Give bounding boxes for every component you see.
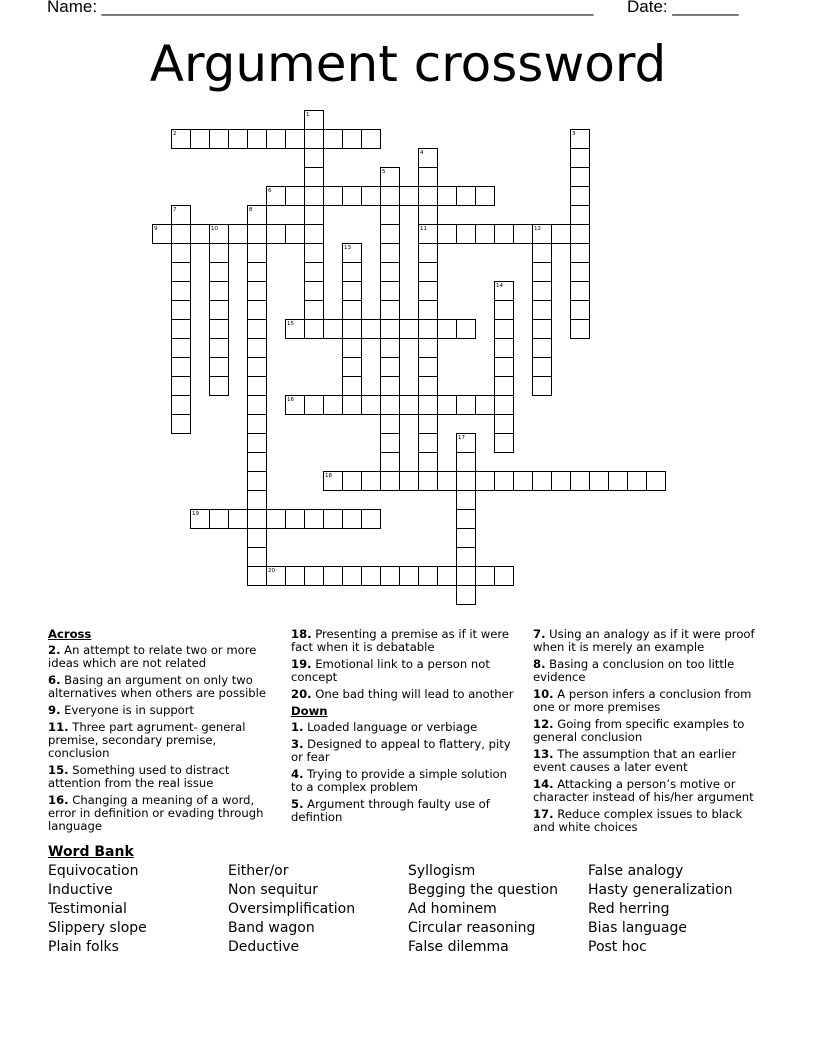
word-bank-item: Begging the question	[408, 882, 559, 898]
crossword-cell[interactable]	[171, 357, 191, 377]
crossword-cell[interactable]	[228, 224, 248, 244]
crossword-cell[interactable]	[437, 471, 457, 491]
crossword-cell[interactable]	[342, 243, 362, 263]
word-bank-item: Syllogism	[408, 863, 476, 879]
crossword-cell[interactable]	[361, 319, 381, 339]
across-clue-6: 6. Basing an argument on only two alternatives when others are possible	[48, 673, 267, 700]
crossword-cell[interactable]	[570, 186, 590, 206]
crossword-cell[interactable]	[570, 281, 590, 301]
crossword-cell[interactable]	[342, 376, 362, 396]
crossword-cell[interactable]	[304, 110, 324, 130]
crossword-cell[interactable]	[247, 376, 267, 396]
across-clue-18: 18. Presenting a premise as if it were fact when it is debatable	[291, 627, 510, 654]
crossword-cell[interactable]	[380, 414, 400, 434]
crossword-cell[interactable]	[589, 471, 609, 491]
crossword-cell[interactable]	[228, 509, 248, 529]
down-clue-13: 13. The assumption that an earlier event causes a later event	[533, 747, 737, 774]
clue-number: 14	[496, 283, 503, 289]
crossword-cell[interactable]	[456, 433, 476, 453]
page-title: Argument crossword	[149, 35, 667, 93]
crossword-cell[interactable]	[475, 471, 495, 491]
crossword-cell[interactable]	[342, 471, 362, 491]
crossword-cell[interactable]	[532, 224, 552, 244]
clue-number: 11	[420, 226, 427, 232]
crossword-cell[interactable]	[380, 186, 400, 206]
crossword-cell[interactable]	[532, 262, 552, 282]
crossword-cell[interactable]	[209, 243, 229, 263]
crossword-cell[interactable]	[247, 509, 267, 529]
crossword-cell[interactable]	[380, 243, 400, 263]
crossword-cell[interactable]	[304, 509, 324, 529]
crossword-cell[interactable]	[494, 566, 514, 586]
across-clue-16: 16. Changing a meaning of a word, error in definition or evading through language	[48, 793, 264, 833]
clue-number: 9	[154, 226, 158, 232]
down-clue-17: 17. Reduce complex issues to black and white choices	[533, 807, 743, 834]
crossword-cell[interactable]	[380, 452, 400, 472]
crossword-cell[interactable]	[437, 566, 457, 586]
crossword-cell[interactable]	[418, 376, 438, 396]
crossword-cell[interactable]	[494, 281, 514, 301]
word-bank-item: Slippery slope	[48, 920, 147, 936]
word-bank	[48, 844, 788, 957]
word-bank-item: Red herring	[588, 901, 670, 917]
crossword-cell[interactable]	[247, 433, 267, 453]
crossword-cell[interactable]	[171, 414, 191, 434]
crossword-cell[interactable]	[418, 205, 438, 225]
across-clue-9: 9. Everyone is in support	[48, 703, 195, 717]
crossword-cell[interactable]	[494, 433, 514, 453]
crossword-cell[interactable]	[247, 414, 267, 434]
crossword-cell[interactable]	[323, 129, 343, 149]
crossword-cell[interactable]	[171, 262, 191, 282]
crossword-cell[interactable]	[342, 357, 362, 377]
crossword-cell[interactable]	[570, 471, 590, 491]
crossword-cell[interactable]	[475, 186, 495, 206]
crossword-cell[interactable]	[418, 452, 438, 472]
clue-number: 19	[192, 511, 199, 517]
crossword-cell[interactable]	[285, 319, 305, 339]
crossword-cell[interactable]	[418, 167, 438, 187]
crossword-cell[interactable]	[304, 566, 324, 586]
crossword-cell[interactable]	[285, 509, 305, 529]
crossword-cell[interactable]	[494, 414, 514, 434]
word-bank-item: Post hoc	[588, 939, 647, 955]
crossword-cell[interactable]	[361, 186, 381, 206]
clue-number: 3	[572, 131, 576, 137]
crossword-cell[interactable]	[494, 471, 514, 491]
crossword-cell[interactable]	[418, 319, 438, 339]
crossword-cell[interactable]	[380, 319, 400, 339]
crossword-cell[interactable]	[646, 471, 666, 491]
crossword-cell[interactable]	[190, 129, 210, 149]
down-clue-8: 8. Basing a conclusion on too little evidence	[533, 657, 735, 684]
clue-number: 10	[211, 226, 218, 232]
word-bank-item: Equivocation	[48, 863, 139, 879]
crossword-cell[interactable]	[399, 186, 419, 206]
crossword-cell[interactable]	[380, 205, 400, 225]
crossword-cell[interactable]	[437, 224, 457, 244]
crossword-cell[interactable]	[532, 319, 552, 339]
word-bank-item: Oversimplification	[228, 901, 356, 917]
crossword-cell[interactable]	[570, 300, 590, 320]
crossword-cell[interactable]	[494, 376, 514, 396]
clue-number: 5	[382, 169, 386, 175]
crossword-cell[interactable]	[190, 224, 210, 244]
crossword-cell[interactable]	[171, 205, 191, 225]
crossword-cell[interactable]	[209, 224, 229, 244]
down-heading: Down	[291, 704, 328, 718]
crossword-cell[interactable]	[456, 395, 476, 415]
crossword-cell[interactable]	[323, 319, 343, 339]
crossword-cell[interactable]	[247, 243, 267, 263]
crossword-cell[interactable]	[380, 395, 400, 415]
crossword-cell[interactable]	[399, 395, 419, 415]
crossword-cell[interactable]	[285, 224, 305, 244]
crossword-cell[interactable]	[171, 300, 191, 320]
crossword-cell[interactable]	[342, 186, 362, 206]
crossword-cell[interactable]	[418, 395, 438, 415]
crossword-cell[interactable]	[418, 243, 438, 263]
crossword-cell[interactable]	[171, 338, 191, 358]
crossword-cell[interactable]	[418, 148, 438, 168]
crossword-cell[interactable]	[171, 243, 191, 263]
crossword-cell[interactable]	[266, 186, 286, 206]
clue-number: 12	[534, 226, 541, 232]
clue-number: 4	[420, 150, 424, 156]
crossword-cell[interactable]	[228, 129, 248, 149]
crossword-cell[interactable]	[285, 129, 305, 149]
crossword-cell[interactable]	[304, 395, 324, 415]
crossword-cell[interactable]	[247, 205, 267, 225]
clue-number: 15	[287, 321, 294, 327]
down-clue-4: 4. Trying to provide a simple solution to a complex problem	[291, 767, 507, 794]
crossword-cell[interactable]	[570, 319, 590, 339]
crossword-cell[interactable]	[418, 566, 438, 586]
word-bank-item: Non sequitur	[228, 882, 319, 898]
crossword-cell[interactable]	[247, 566, 267, 586]
crossword-cell[interactable]	[342, 300, 362, 320]
across-clue-20: 20. One bad thing will lead to another	[291, 687, 514, 701]
crossword-cell[interactable]	[532, 281, 552, 301]
down-clue-10: 10. A person infers a conclusion from one or more premises	[533, 687, 752, 714]
crossword-cell[interactable]	[418, 281, 438, 301]
crossword-cell[interactable]	[285, 566, 305, 586]
crossword-cell[interactable]	[494, 300, 514, 320]
word-bank-item: Inductive	[48, 882, 113, 898]
crossword-cell[interactable]	[456, 186, 476, 206]
date-field[interactable]: Date: _______	[627, 0, 739, 16]
word-bank-item: Hasty generalization	[588, 882, 733, 898]
crossword-cell[interactable]	[380, 357, 400, 377]
crossword-cell[interactable]	[418, 471, 438, 491]
crossword-cell[interactable]	[380, 471, 400, 491]
crossword-cell[interactable]	[247, 471, 267, 491]
down-clue-5: 5. Argument through faulty use of defintion	[291, 797, 490, 824]
crossword-cell[interactable]	[209, 376, 229, 396]
crossword-cell[interactable]	[570, 224, 590, 244]
crossword-cell[interactable]	[247, 319, 267, 339]
crossword-cell[interactable]	[247, 338, 267, 358]
crossword-cell[interactable]	[532, 471, 552, 491]
crossword-cell[interactable]	[247, 129, 267, 149]
crossword-cell[interactable]	[380, 281, 400, 301]
crossword-cell[interactable]	[247, 547, 267, 567]
crossword-cell[interactable]	[171, 395, 191, 415]
crossword-cell[interactable]	[342, 262, 362, 282]
crossword-cell[interactable]	[532, 300, 552, 320]
clue-number: 13	[344, 245, 351, 251]
crossword-cell[interactable]	[608, 471, 628, 491]
crossword-cell[interactable]	[323, 471, 343, 491]
clue-number: 1	[306, 112, 310, 118]
crossword-cell[interactable]	[570, 205, 590, 225]
crossword-cell[interactable]	[190, 509, 210, 529]
across-clue-19: 19. Emotional link to a person not concept	[291, 657, 490, 684]
crossword-cell[interactable]	[342, 566, 362, 586]
crossword-cell[interactable]	[513, 224, 533, 244]
crossword-cell[interactable]	[171, 224, 191, 244]
crossword-cell[interactable]	[494, 224, 514, 244]
crossword-cell[interactable]	[551, 471, 571, 491]
crossword-cell[interactable]	[399, 566, 419, 586]
crossword-cell[interactable]	[304, 281, 324, 301]
crossword-cell[interactable]	[304, 243, 324, 263]
crossword-cell[interactable]	[570, 148, 590, 168]
crossword-cell[interactable]	[247, 357, 267, 377]
crossword-cell[interactable]	[380, 224, 400, 244]
clue-number: 20	[268, 568, 275, 574]
crossword-cell[interactable]	[342, 338, 362, 358]
crossword-cell[interactable]	[399, 319, 419, 339]
crossword-cell[interactable]	[456, 224, 476, 244]
crossword-cell[interactable]	[418, 433, 438, 453]
crossword-cell[interactable]	[209, 509, 229, 529]
crossword-cell[interactable]	[456, 471, 476, 491]
crossword-cell[interactable]	[304, 129, 324, 149]
crossword-cell[interactable]	[456, 490, 476, 510]
crossword-cell[interactable]	[304, 300, 324, 320]
crossword-cell[interactable]	[342, 281, 362, 301]
crossword-cell[interactable]	[437, 319, 457, 339]
crossword-cell[interactable]	[494, 357, 514, 377]
across-clue-15: 15. Something used to distract attention from the real issue	[48, 763, 230, 790]
word-bank-item: Band wagon	[228, 920, 315, 936]
down-clue-14: 14. Attacking a person’s motive or character instead of his/her argument	[533, 777, 754, 804]
crossword-cell[interactable]	[456, 509, 476, 529]
crossword-cell[interactable]	[171, 129, 191, 149]
crossword-cell[interactable]	[323, 395, 343, 415]
crossword-cell[interactable]	[209, 262, 229, 282]
crossword-cell[interactable]	[323, 566, 343, 586]
crossword-cell[interactable]	[323, 186, 343, 206]
crossword-cell[interactable]	[209, 319, 229, 339]
word-bank-item: Either/or	[228, 863, 289, 879]
crossword-cell[interactable]	[456, 319, 476, 339]
crossword-cell[interactable]	[342, 395, 362, 415]
crossword-cell[interactable]	[285, 395, 305, 415]
crossword-cell[interactable]	[380, 300, 400, 320]
crossword-cell[interactable]	[247, 281, 267, 301]
crossword-cell[interactable]	[171, 319, 191, 339]
crossword-cell[interactable]	[380, 167, 400, 187]
crossword-cell[interactable]	[494, 395, 514, 415]
word-bank-item: Plain folks	[48, 939, 119, 955]
word-bank-item: Deductive	[228, 939, 300, 955]
crossword-cell[interactable]	[247, 262, 267, 282]
word-bank-list	[48, 862, 788, 957]
crossword-cell[interactable]	[342, 129, 362, 149]
crossword-cell[interactable]	[418, 262, 438, 282]
crossword-cell[interactable]	[437, 186, 457, 206]
down-clue-3: 3. Designed to appeal to flattery, pity or fear	[291, 737, 511, 764]
down-clue-12: 12. Going from specific examples to general conclusion	[533, 717, 745, 744]
down-clue-7: 7. Using an analogy as if it were proof when it is merely an example	[533, 627, 755, 654]
crossword-cell[interactable]	[209, 281, 229, 301]
crossword-cell[interactable]	[304, 186, 324, 206]
crossword-cell[interactable]	[285, 186, 305, 206]
clues-column-1	[48, 628, 278, 837]
across-heading: Across	[48, 627, 92, 641]
crossword-cell[interactable]	[342, 509, 362, 529]
crossword-cell[interactable]	[380, 566, 400, 586]
crossword-cell[interactable]	[247, 528, 267, 548]
crossword-cell[interactable]	[380, 433, 400, 453]
crossword-cell[interactable]	[304, 224, 324, 244]
clue-number: 18	[325, 473, 332, 479]
crossword-cell[interactable]	[551, 224, 571, 244]
crossword-cell[interactable]	[570, 243, 590, 263]
crossword-cell[interactable]	[532, 357, 552, 377]
crossword-cell[interactable]	[247, 395, 267, 415]
crossword-cell[interactable]	[304, 262, 324, 282]
crossword-cell[interactable]	[247, 490, 267, 510]
crossword-cell[interactable]	[456, 566, 476, 586]
across-clue-2: 2. An attempt to relate two or more ideas which are not related	[48, 643, 257, 670]
crossword-cell[interactable]	[247, 452, 267, 472]
down-clue-1: 1. Loaded language or verbiage	[291, 720, 478, 734]
crossword-cell[interactable]	[266, 129, 286, 149]
crossword-cell[interactable]	[361, 566, 381, 586]
crossword-cell[interactable]	[266, 509, 286, 529]
crossword-cell[interactable]	[532, 376, 552, 396]
clue-number: 8	[249, 207, 253, 213]
crossword-cell[interactable]	[475, 224, 495, 244]
crossword-cell[interactable]	[399, 471, 419, 491]
word-bank-item: Ad hominem	[408, 901, 497, 917]
crossword-cell[interactable]	[570, 167, 590, 187]
crossword-cell[interactable]	[247, 300, 267, 320]
crossword-cell[interactable]	[304, 167, 324, 187]
crossword-cell[interactable]	[304, 205, 324, 225]
crossword-cell[interactable]	[380, 262, 400, 282]
crossword-cell[interactable]	[513, 471, 533, 491]
crossword-cell[interactable]	[570, 262, 590, 282]
word-bank-item: Bias language	[588, 920, 687, 936]
crossword-cell[interactable]	[342, 319, 362, 339]
crossword-cell[interactable]	[380, 338, 400, 358]
crossword-cell[interactable]	[209, 338, 229, 358]
clues-column-2	[291, 628, 521, 828]
crossword-cell[interactable]	[304, 319, 324, 339]
crossword-cell[interactable]	[361, 395, 381, 415]
crossword-cell[interactable]	[209, 357, 229, 377]
crossword-cell[interactable]	[456, 528, 476, 548]
across-clue-11: 11. Three part agrument- general premise, secondary premise, conclusion	[48, 720, 246, 760]
crossword-cell[interactable]	[475, 566, 495, 586]
clue-number: 7	[173, 207, 177, 213]
crossword-cell[interactable]	[418, 300, 438, 320]
crossword-cell[interactable]	[209, 129, 229, 149]
name-field[interactable]: Name: ____________________________________________________	[47, 0, 594, 16]
crossword-cell[interactable]	[494, 338, 514, 358]
clue-number: 16	[287, 397, 294, 403]
crossword-cell[interactable]	[418, 224, 438, 244]
crossword-cell[interactable]	[418, 357, 438, 377]
crossword-cell[interactable]	[171, 376, 191, 396]
clue-number: 2	[173, 131, 177, 137]
crossword-cell[interactable]	[456, 585, 476, 605]
crossword-cell[interactable]	[494, 319, 514, 339]
word-bank-item: Circular reasoning	[408, 920, 536, 936]
crossword-cell[interactable]	[361, 509, 381, 529]
crossword-cell[interactable]	[418, 414, 438, 434]
crossword-cell[interactable]	[266, 224, 286, 244]
crossword-cell[interactable]	[627, 471, 647, 491]
word-bank-item: Testimonial	[48, 901, 127, 917]
crossword-cell[interactable]	[247, 224, 267, 244]
crossword-cell[interactable]	[532, 243, 552, 263]
crossword-cell[interactable]	[437, 395, 457, 415]
crossword-cell[interactable]	[266, 566, 286, 586]
crossword-cell[interactable]	[532, 338, 552, 358]
word-bank-title: Word Bank	[48, 844, 134, 860]
crossword-cell[interactable]	[361, 129, 381, 149]
crossword-cell[interactable]	[418, 186, 438, 206]
crossword-cell[interactable]	[152, 224, 172, 244]
clue-number: 6	[268, 188, 272, 194]
crossword-cell[interactable]	[209, 300, 229, 320]
crossword-cell[interactable]	[570, 129, 590, 149]
crossword-cell[interactable]	[171, 281, 191, 301]
crossword-cell[interactable]	[456, 452, 476, 472]
crossword-cell[interactable]	[475, 395, 495, 415]
crossword-cell[interactable]	[418, 338, 438, 358]
crossword-cell[interactable]	[304, 148, 324, 168]
word-bank-item: False dilemma	[408, 939, 509, 955]
clues-column-3	[533, 628, 763, 838]
word-bank-item: False analogy	[588, 863, 684, 879]
crossword-cell[interactable]	[380, 376, 400, 396]
crossword-cell[interactable]	[361, 471, 381, 491]
crossword-cell[interactable]	[323, 509, 343, 529]
clue-number: 17	[458, 435, 465, 441]
crossword-cell[interactable]	[456, 547, 476, 567]
